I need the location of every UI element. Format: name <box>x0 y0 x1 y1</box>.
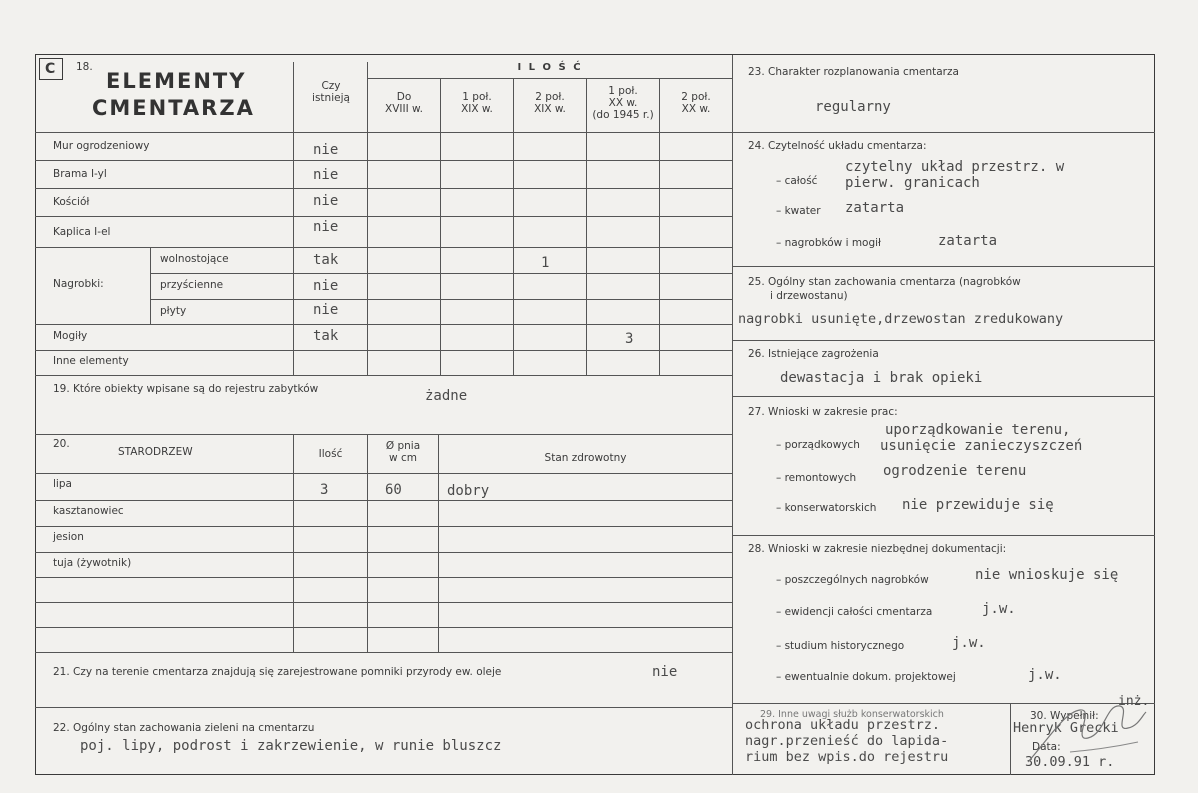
grid-line <box>440 78 441 375</box>
q27-rem-value: ogrodzenie terenu <box>883 463 1027 479</box>
col-header-czy: Czy istnieją <box>312 80 350 105</box>
section-number: 18. <box>76 61 93 73</box>
value-kosciol: nie <box>313 193 339 209</box>
q28-item-3-label: – studium historycznego <box>776 640 905 652</box>
row-plyty: płyty <box>160 305 187 317</box>
col-header-xviii: Do XVIII w. <box>385 91 423 116</box>
q19-value: żadne <box>425 388 468 404</box>
grid-line <box>35 375 732 376</box>
grid-line <box>35 216 732 217</box>
col-header-1xix: 1 poł. XIX w. <box>461 91 493 116</box>
q25-label-2: i drzewostanu) <box>770 290 848 302</box>
q20-row-tuja: tuja (żywotnik) <box>53 557 132 569</box>
q29-line-1: ochrona układu przestrz. <box>745 717 941 733</box>
q30-label: 30. Wypełnił: <box>1030 710 1099 722</box>
value-przyscienne: nie <box>313 278 339 294</box>
q24-calosc-value-2: pierw. granicach <box>845 175 980 191</box>
q20-lipa-pnia: 60 <box>385 482 402 498</box>
grid-line <box>35 500 732 501</box>
grid-line <box>513 78 514 375</box>
grid-line <box>35 707 732 708</box>
q26-value: dewastacja i brak opieki <box>780 370 983 386</box>
column-divider <box>732 55 733 775</box>
q28-item-1-label: – poszczególnych nagrobków <box>776 574 929 586</box>
row-kosciol: Kościół <box>53 196 90 208</box>
row-przyscienne: przyścienne <box>160 279 224 291</box>
q30-date-label: Data: <box>1032 741 1061 753</box>
grid-line <box>35 434 732 435</box>
q30-name: Henryk Grecki <box>1013 720 1119 736</box>
grid-line <box>35 473 732 474</box>
q29-line-3: rium bez wpis.do rejestru <box>745 749 949 765</box>
grid-line <box>35 324 732 325</box>
q28-item-3-value: j.w. <box>952 635 986 651</box>
q23-label: 23. Charakter rozplanowania cmentarza <box>748 66 959 78</box>
q28-item-2-label: – ewidencji całości cmentarza <box>776 606 933 618</box>
section-title-2: CMENTARZA <box>92 96 255 120</box>
grid-line <box>35 552 732 553</box>
q20-row-jesion: jesion <box>53 531 84 543</box>
q20-col-pnia: Ø pnia w cm <box>385 440 421 465</box>
grid-line <box>35 526 732 527</box>
section-title-1: ELEMENTY <box>106 69 247 93</box>
q20-lipa-ilosc: 3 <box>320 482 329 498</box>
value-mogily: tak <box>313 328 339 344</box>
q24-nagrobkow-label: – nagrobków i mogił <box>776 237 882 249</box>
q30-date: 30.09.91 r. <box>1025 754 1115 770</box>
q29-line-2: nagr.przenieść do lapida- <box>745 733 949 749</box>
grid-line <box>732 132 1155 133</box>
q20-row-kasztanowiec: kasztanowiec <box>53 505 124 517</box>
grid-line <box>150 299 732 300</box>
q29-label: 29. Inne uwagi służb konserwatorskich <box>760 709 944 720</box>
q24-label: 24. Czytelność układu cmentarza: <box>748 140 927 152</box>
q24-calosc-value-1: czytelny układ przestrz. w <box>845 159 1065 175</box>
q24-calosc-label: – całość <box>776 175 818 187</box>
q28-item-1-value: nie wnioskuje się <box>975 567 1119 583</box>
value-mogily-1xx: 3 <box>625 331 634 347</box>
grid-line <box>35 247 732 248</box>
col-header-2xix: 2 poł. XIX w. <box>534 91 566 116</box>
grid-line <box>150 247 151 324</box>
grid-line <box>659 78 660 375</box>
q24-nagrobkow-value: zatarta <box>938 233 998 249</box>
grid-line <box>35 160 732 161</box>
row-mur: Mur ogrodzeniowy <box>53 140 150 152</box>
grid-line <box>732 535 1155 536</box>
col-header-ilosc: I L O Ś Ć <box>517 62 583 73</box>
q21-label: 21. Czy na terenie cmentarza znajdują się zarejestrowane pomniki przyrody ew. oleje <box>53 666 502 678</box>
q28-item-4-label: – ewentualnie dokum. projektowej <box>776 671 956 683</box>
value-brama: nie <box>313 167 339 183</box>
grid-line <box>35 188 732 189</box>
grid-line <box>35 652 732 653</box>
value-wolnostojace-2xix: 1 <box>541 255 550 271</box>
q25-label-1: 25. Ogólny stan zachowania cmentarza (nagrobków <box>748 276 1021 288</box>
q20-row-lipa: lipa <box>53 478 72 490</box>
q27-value-top: uporządkowanie terenu, <box>885 422 1071 438</box>
q27-porz-value: usunięcie zanieczyszczeń <box>880 438 1083 454</box>
q22-label: 22. Ogólny stan zachowania zieleni na cmentarzu <box>53 722 315 734</box>
q20-number: 20. <box>53 438 70 450</box>
row-wolnostojace: wolnostojące <box>160 253 229 265</box>
q27-kons-label: – konserwatorskich <box>776 502 877 514</box>
q28-item-2-value: j.w. <box>982 601 1016 617</box>
q21-value: nie <box>652 664 678 680</box>
value-wolnostojace: tak <box>313 252 339 268</box>
q20-col-ilosc: Ilość <box>318 448 343 460</box>
grid-line <box>35 350 732 351</box>
signature <box>1010 692 1150 774</box>
q27-rem-label: – remontowych <box>776 472 857 484</box>
q27-porz-label: – porządkowych <box>776 439 860 451</box>
q20-lipa-stan: dobry <box>447 483 490 499</box>
grid-line <box>438 434 439 652</box>
section-letter: C <box>45 61 56 77</box>
row-brama: Brama I-yl <box>53 168 107 180</box>
grid-line <box>35 602 732 603</box>
q27-label: 27. Wnioski w zakresie prac: <box>748 406 898 418</box>
grid-line <box>293 62 294 375</box>
q22-value: poj. lipy, podrost i zakrzewienie, w runie bluszcz <box>80 738 502 754</box>
q28-item-4-value: j.w. <box>1028 667 1062 683</box>
grid-line <box>35 577 732 578</box>
value-mur: nie <box>313 142 339 158</box>
q28-label: 28. Wnioski w zakresie niezbędnej dokumentacji: <box>748 543 1007 555</box>
q25-value: nagrobki usunięte,drzewostan zredukowany <box>738 311 1064 327</box>
grid-line <box>293 434 294 652</box>
value-kaplica: nie <box>313 219 339 235</box>
q20-title: STARODRZEW <box>118 446 193 458</box>
grid-line <box>367 78 732 79</box>
q20-col-stan: Stan zdrowotny <box>544 452 627 464</box>
grid-line <box>732 340 1155 341</box>
grid-line <box>367 434 368 652</box>
row-nagrobki: Nagrobki: <box>53 278 104 290</box>
grid-line <box>35 627 732 628</box>
q24-kwater-value: zatarta <box>845 200 905 216</box>
col-header-2xx: 2 poł. XX w. <box>681 91 711 116</box>
grid-line <box>35 132 732 133</box>
q24-kwater-label: – kwater <box>776 205 821 217</box>
col-header-1xx: 1 poł. XX w. (do 1945 r.) <box>592 85 654 122</box>
value-plyty: nie <box>313 302 339 318</box>
grid-line <box>732 396 1155 397</box>
q27-kons-value: nie przewiduje się <box>902 497 1054 513</box>
grid-line <box>586 78 587 375</box>
grid-line <box>732 266 1155 267</box>
q19-label: 19. Które obiekty wpisane są do rejestru zabytków <box>53 383 319 395</box>
q23-value: regularny <box>815 99 891 115</box>
row-kaplica: Kaplica I-el <box>53 226 111 238</box>
q26-label: 26. Istniejące zagrożenia <box>748 348 879 360</box>
grid-line <box>150 273 732 274</box>
q30-title: inż. <box>1118 694 1150 709</box>
row-mogily: Mogiły <box>53 330 88 342</box>
row-inne: Inne elementy <box>53 355 129 367</box>
